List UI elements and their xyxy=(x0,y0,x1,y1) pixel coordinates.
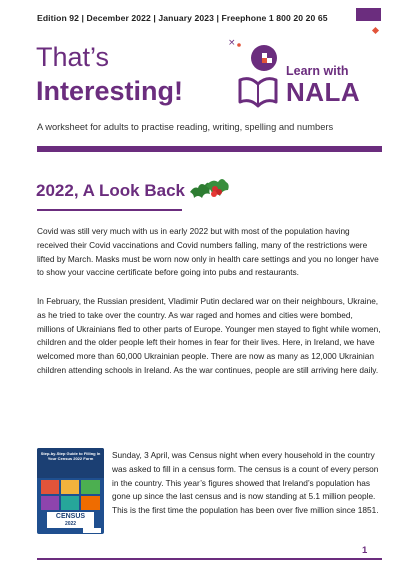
heading-underline xyxy=(37,209,182,211)
census-badge-year: 2022 xyxy=(64,521,77,527)
worksheet-title-line1: That’s xyxy=(36,42,110,72)
census-image-top-text: Step-by-Step Guide to Filling In Your Census 2022 Form xyxy=(40,451,101,461)
article-heading: 2022, A Look Back xyxy=(36,181,185,200)
holly-icon xyxy=(188,172,232,204)
paragraph-ukraine: In February, the Russian president, Vladimir Putin declared war on their neighbours, Ukraine, as he tried to take over the country. As war raged and homes and cities were bombed, millions of Ukrainians fled to other parts of Europe. Younger men stayed to fight while women, children and the older people left their homes in fear for their lives. Here, in Ireland, we have welcomed more than 60,000 Ukrainian people. There are now as many as 12,000 Ukrainian children attending schools in Ireland. As the war continues, people are still arriving here daily. xyxy=(37,296,381,375)
worksheet-title-line2: Interesting! xyxy=(36,76,184,106)
paragraph-covid: Covid was still very much with us in early 2022 but with most of the population having received their Covid vaccinations and Covid numbers falling, many of the restrictions were lifted by March. Masks must be worn now only in health care settings and you no longer have to show your vaccine certificate before going into pubs and restaurants. xyxy=(37,226,379,278)
census-guide-image xyxy=(37,448,104,534)
logo-learn-with: Learn with xyxy=(286,64,349,78)
page-number: 1 xyxy=(362,545,368,556)
edition-info: Edition 92 | December 2022 | January 2023 | Freephone 1 800 20 20 65 xyxy=(37,13,328,23)
logo-nala: NALA xyxy=(286,77,361,107)
header-divider xyxy=(37,146,382,152)
paragraph-census: Sunday, 3 April, was Census night when every household in the country was asked to fill in a census form. The census is a count of every person in the country. This year’s figures showed that Ireland’s population has gone up since the last census and is now standing at 5.1 million people. This is the first time the population has been over five million since 1851. xyxy=(112,450,379,516)
footer-divider xyxy=(37,558,382,560)
corner-diamond-decoration xyxy=(372,27,379,34)
svg-text:×: × xyxy=(228,38,236,48)
worksheet-subtitle: A worksheet for adults to practise reading, writing, spelling and numbers xyxy=(37,122,334,132)
corner-decoration xyxy=(356,8,381,21)
census-badge: CENSUS xyxy=(55,513,86,520)
